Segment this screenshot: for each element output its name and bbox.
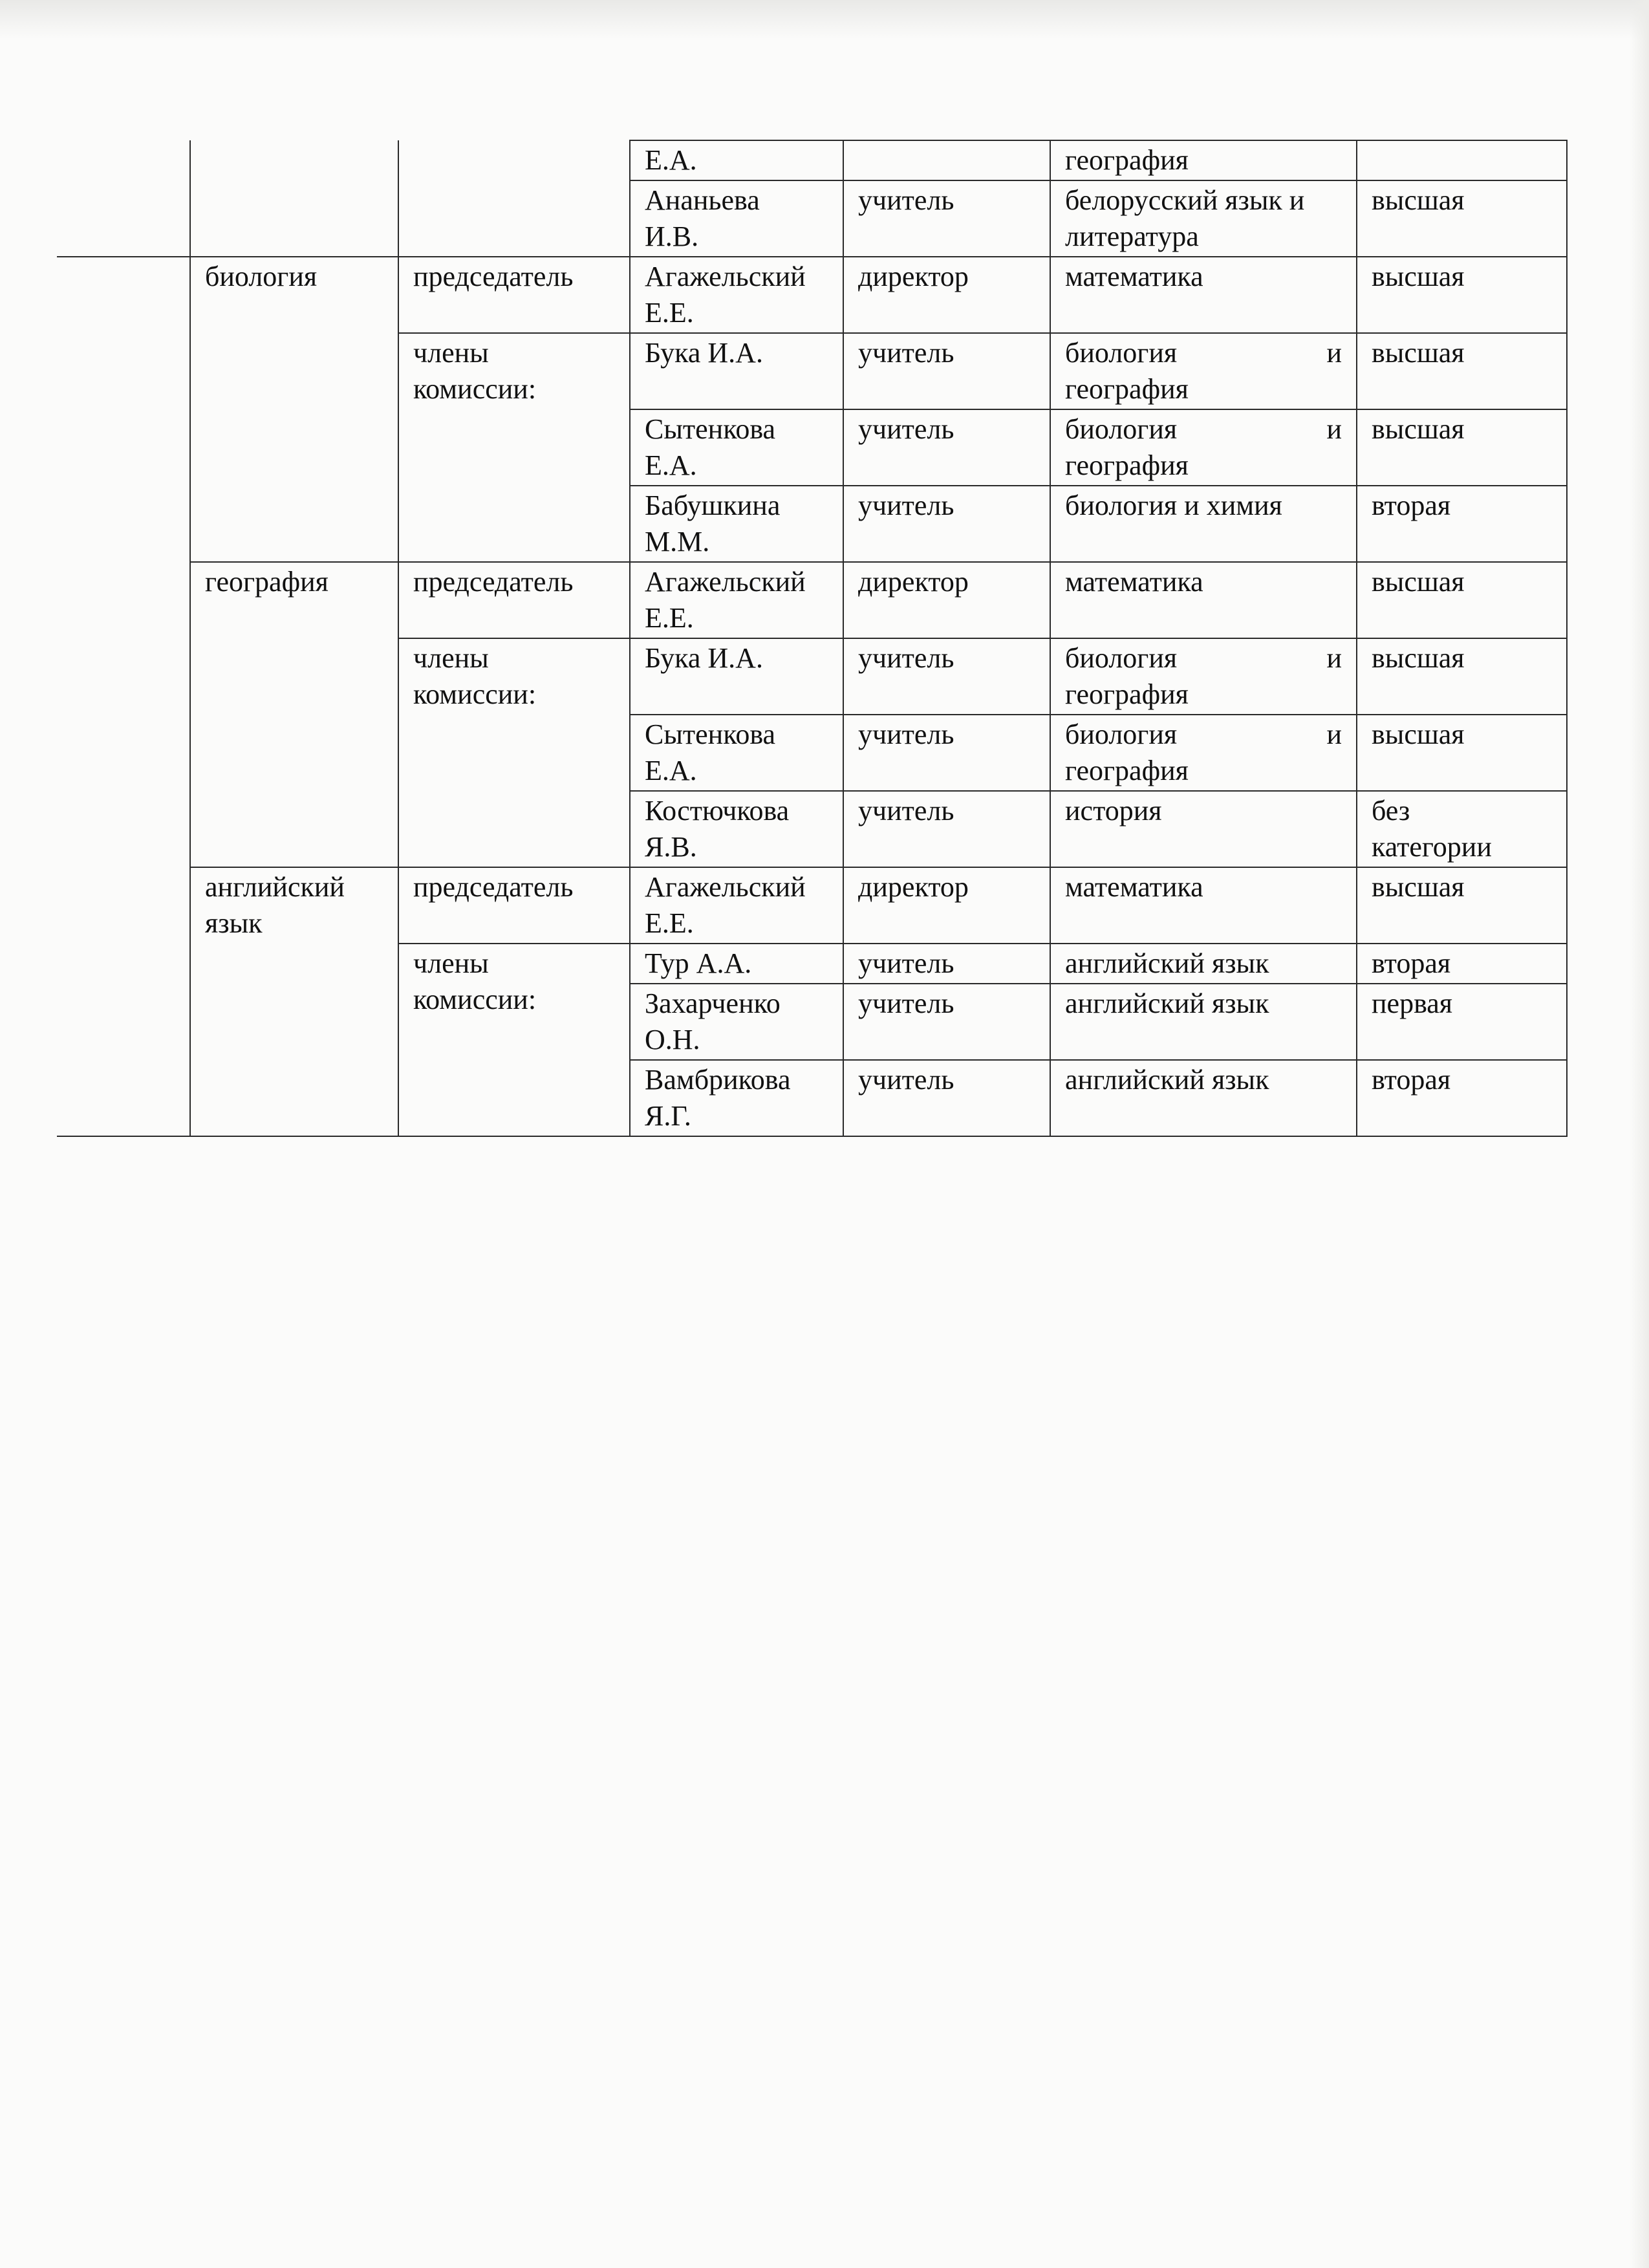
category-cell: высшая — [1357, 409, 1567, 486]
name-cell: Ананьева И.В. — [630, 180, 843, 257]
specialty-cell: английский язык — [1050, 944, 1357, 984]
role-cell: члены комиссии: — [398, 944, 630, 1136]
specialty-cell: биология и химия — [1050, 486, 1357, 562]
table-row — [57, 140, 1567, 180]
position-cell: учитель — [843, 333, 1050, 409]
specialty-cell: история — [1050, 791, 1357, 867]
name-cell: Захарченко О.Н. — [630, 984, 843, 1060]
exam-commission-table — [57, 140, 1568, 1137]
specialty-cell: математика — [1050, 562, 1357, 638]
category-cell: высшая — [1357, 638, 1567, 715]
category-cell: высшая — [1357, 715, 1567, 791]
position-cell: учитель — [843, 638, 1050, 715]
name-cell: Вамбрикова Я.Г. — [630, 1060, 843, 1136]
category-cell: вторая — [1357, 486, 1567, 562]
specialty-cell: английский язык — [1050, 1060, 1357, 1136]
specialty-cell: биология и география — [1050, 715, 1357, 791]
name-cell: Агажельский Е.Е. — [630, 562, 843, 638]
name-cell: Агажельский Е.Е. — [630, 257, 843, 333]
position-cell: учитель — [843, 486, 1050, 562]
position-cell: учитель — [843, 409, 1050, 486]
specialty-cell: география — [1050, 140, 1357, 180]
position-cell: учитель — [843, 944, 1050, 984]
category-cell: первая — [1357, 984, 1567, 1060]
category-cell: высшая — [1357, 333, 1567, 409]
position-cell: учитель — [843, 791, 1050, 867]
specialty-cell: белорусский язык и литература — [1050, 180, 1357, 257]
role-cell: члены комиссии: — [398, 333, 630, 562]
number-cell — [57, 257, 190, 1136]
subject-cell: география — [190, 562, 398, 867]
role-cell: члены комиссии: — [398, 638, 630, 867]
position-cell: учитель — [843, 984, 1050, 1060]
position-cell: директор — [843, 867, 1050, 944]
scan-top-shadow — [0, 0, 1649, 39]
position-cell: директор — [843, 562, 1050, 638]
position-cell: директор — [843, 257, 1050, 333]
category-cell: высшая — [1357, 562, 1567, 638]
specialty-cell: математика — [1050, 257, 1357, 333]
category-cell: вторая — [1357, 944, 1567, 984]
role-cell — [398, 140, 630, 257]
specialty-cell: биология и география — [1050, 638, 1357, 715]
category-cell: высшая — [1357, 867, 1567, 944]
name-cell: Бука И.А. — [630, 638, 843, 715]
category-cell: вторая — [1357, 1060, 1567, 1136]
subject-cell — [190, 140, 398, 257]
name-cell: Костючкова Я.В. — [630, 791, 843, 867]
number-cell — [57, 140, 190, 257]
specialty-cell: математика — [1050, 867, 1357, 944]
name-cell: Бука И.А. — [630, 333, 843, 409]
subject-cell: биология — [190, 257, 398, 562]
position-cell: учитель — [843, 715, 1050, 791]
position-cell: учитель — [843, 180, 1050, 257]
name-cell: Е.А. — [630, 140, 843, 180]
scan-right-shadow — [1630, 0, 1649, 2268]
subject-cell: английский язык — [190, 867, 398, 1136]
position-cell: учитель — [843, 1060, 1050, 1136]
name-cell: Тур А.А. — [630, 944, 843, 984]
specialty-cell: английский язык — [1050, 984, 1357, 1060]
table-row — [57, 867, 1567, 944]
position-cell — [843, 140, 1050, 180]
table-row — [57, 257, 1567, 333]
role-cell: председатель — [398, 867, 630, 944]
name-cell: Бабушкина М.М. — [630, 486, 843, 562]
role-cell: председатель — [398, 562, 630, 638]
table-row — [57, 562, 1567, 638]
specialty-cell: биология и география — [1050, 409, 1357, 486]
category-cell — [1357, 140, 1567, 180]
name-cell: Агажельский Е.Е. — [630, 867, 843, 944]
category-cell: высшая — [1357, 180, 1567, 257]
specialty-cell: биология и география — [1050, 333, 1357, 409]
name-cell: Сытенкова Е.А. — [630, 715, 843, 791]
name-cell: Сытенкова Е.А. — [630, 409, 843, 486]
category-cell: высшая — [1357, 257, 1567, 333]
category-cell: без категории — [1357, 791, 1567, 867]
role-cell: председатель — [398, 257, 630, 333]
